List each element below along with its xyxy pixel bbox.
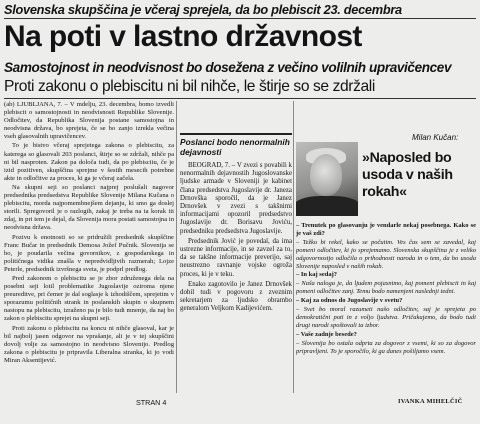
interview-answer: – Slovenija bo ostala odprta za dogovor z vsemi, ki so za dogovor pripravljeni. To je sporočilo, ki ga danes pošiljamo vsem.: [296, 339, 476, 355]
article-paragraph: Pred zakonom o plebiscitu se je zbor združenega dela na posebni seji lotil problematike Jugoslavije oziroma njene preureditve, pri čemer je dal soglasje k izhodiščem, sprejetim v sporazumu političnih strank in poslanskih skupin o skupnem nastopu na plebiscitu, izraženo pa je bilo tudi mnenje, da naj bo zakon o plebiscitu sprejet na skupni seji.: [4, 274, 174, 323]
portrait-photo: [296, 142, 358, 216]
sidebar-paragraph: BEOGRAD, 7. – V zvezi s povabili k nenormalnih dejavnostih Jugoslovanske ljudske armade v Sloveniji je kabinet člana predsedstva Jugoslavije dr. Janeza Drnovška sporočil, da je Janez Drnovšek v zvezi s takšnimi informacijami opozoril predsedstvo Jugoslavije dr. Borisavu Joviću, predsedniku predsedstva Jugoslavije.: [180, 162, 292, 235]
interview-question: – Trenutek po glasovanju je vendarle nekaj posebnega. Kako se je vaš zdi?: [296, 222, 476, 237]
interview-answer: – Svet bo moral razumeti našo odločitev, saj je sprejeta po demokratični poti in z voljo ljudstva. Pričakujemo, da bodo tudi drugi narodi spoštovali ta izbor.: [296, 306, 476, 329]
divider-rule: [4, 18, 476, 19]
page-number: STRAN 4: [136, 398, 167, 407]
sidebar-paragraph: Predsednik Jović je povedal, da ima ustrezne informacije, in se zavzel za to, da se takšne informacije preverijo, saj neustrezno ravnanje vojske ogroža proces, ki je v teku.: [180, 237, 292, 278]
sidebar-article-body: [180, 162, 292, 424]
divider-rule: [4, 98, 476, 99]
interview-answer: – Naša naloga je, da ljudem pojasnimo, kaj pomeni plebiscit in kaj pomeni odločitev zanj. Temu bodo namenjeni naslednji tedni.: [296, 280, 476, 296]
interview-answer: – Težko bi rekel, kako se počutim. Ves čas sem se zavedal, kaj pomeni odločitev, ki jo sprejemamo. Slovenska skupščina je z veliko odgovornostjo odločila o prihodnosti naroda in o tem, da bo usoda Slovenije naposled v naših rokah.: [296, 238, 476, 270]
article-paragraph: Proti zakonu o plebiscitu na koncu ni nihče glasoval, kar je bil najbolj jasen odgovor na vprašanje, ali je v tej skupščini dovolj volje za samostojno in neodvisno Slovenijo. Predlog zakona o plebiscitu je pripravila Liberalna stranka, ki jo vodi Miran Aksentijević.: [4, 324, 174, 364]
article-paragraph: To je bistvo včeraj sprejetega zakona o plebiscitu, za katerega so glasovali 203 poslanci, štirje so se zdržali, nihče pa ni bil nasproten. Zakon pa določa tudi, da po plebiscitu, če je izid pozitiven, skupščina sprejme v šestih mesecih potrebne akte in odločitve za proces, ki ga je včeraj začela.: [4, 142, 174, 182]
author-name: IVANKA MIHELČIČ: [398, 398, 463, 405]
pull-quote: »Naposled bo usoda v naših rokah«: [362, 150, 453, 200]
headline: Na poti v lastno državnost: [4, 20, 362, 53]
column-divider: [293, 101, 294, 393]
interview-body: [296, 222, 476, 394]
interview-question: – In kaj sedaj?: [296, 271, 337, 279]
feature-byline: Milan Kučan:: [412, 133, 459, 142]
sidebar-paragraph: Enako zagotovilo je Janez Drnovšek dobil tudi v pogovoru z zveznim sekretarjem za ljudsko obrambo generalom Veljkom Kadijevićem.: [180, 280, 292, 313]
sidebar-heading: Poslanci bodo nenormalnih dejavnosti: [180, 133, 292, 157]
interview-question: – Vaše zadnje besede?: [296, 330, 357, 338]
deck-line-1: Samostojnost in neodvisnost bo dosežena z večino volilnih upravičencev: [4, 60, 452, 75]
kicker-line: Slovenska skupščina je včeraj sprejela, da bo plebiscit 23. decembra: [4, 2, 402, 17]
article-paragraph: Na skupni seji so poslanci najprej poslušali nagovor predsednika predsedstva Republike Slovenije Milana Kučana o plebiscitu, morda najpomembnejšem dejanju, ki smo ga doslej storili. Spregovoril je o razlogih, zakaj je treba na ta korak iti zdaj, in pri tem je dejal, da Slovenija mora postati samostojna in neodvisna država.: [4, 183, 174, 232]
main-article-body: [4, 101, 174, 393]
interview-question: – Kaj za odnos do Jugoslavije v svetu?: [296, 297, 403, 305]
column-divider: [176, 101, 177, 393]
article-paragraph: Pozivu k enotnosti so se pridružili predsednik skupščine Franc Bučar in predsednik Demosa Jožef Pučnik. Slovenija se bo, je poudarila večina govornikov, z gospodarskega in političnega vidika znašla v nepredvidljivih razmerah; Lojze Peterle, predsednik izvršnega sveta, je podprl predlog.: [4, 233, 174, 273]
deck-line-2: Proti zakonu o plebiscitu ni bil nihče, le štirje so se zdržali: [4, 78, 375, 95]
article-paragraph: (ab) LJUBLJANA, 7. – V mdelju, 23. decembra, bomo izvedli plebiscit o samostojnosti in neodvisnosti Republike Slovenije. Odločitev, da Republika Slovenija postane samostojna in neodvisna država, bo sprejeta, če se bo zanjo izrekla večina vseh glasovalnih upravičencev.: [4, 101, 174, 141]
